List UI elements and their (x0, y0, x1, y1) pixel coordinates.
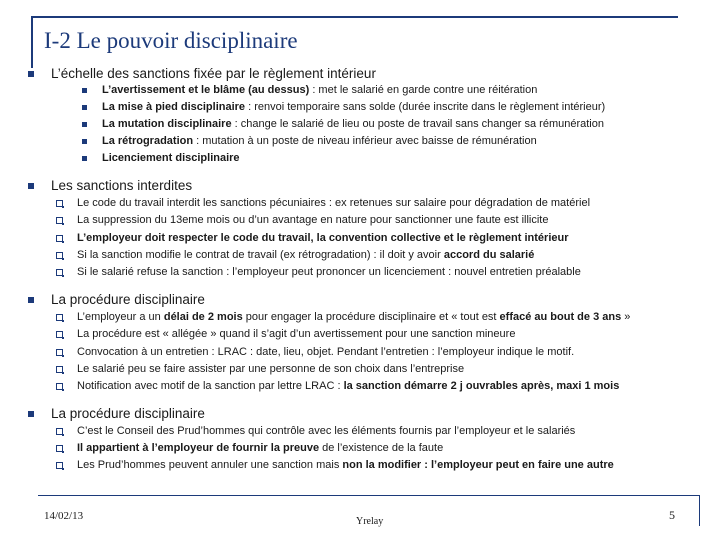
footer-date: 14/02/13 (44, 510, 84, 522)
hollow-square-bullet-icon (56, 252, 63, 259)
hollow-square-bullet-icon (56, 366, 63, 373)
page-number: 5 (669, 508, 675, 522)
section-heading-text: La procédure disciplinaire (51, 292, 205, 307)
hollow-square-bullet-icon (56, 217, 63, 224)
list-item-text: La suppression du 13eme mois ou d’un avantage en nature pour sanctionner une faute est illicite (77, 214, 549, 226)
small-square-bullet-icon (82, 156, 87, 161)
small-square-bullet-icon (82, 122, 87, 127)
square-bullet-icon (28, 297, 34, 303)
small-square-bullet-icon (82, 88, 87, 93)
list-item (56, 311, 630, 323)
footer-author: Yrelay (356, 516, 384, 527)
section-heading-interdites (28, 178, 192, 193)
list-item-text: La procédure est « allégée » quand il s’agit d’un avertissement pour une sanction mineure (77, 328, 516, 340)
list-item-text: La mise à pied disciplinaire : renvoi temporaire sans solde (durée inscrite dans le règlement intérieur) (102, 101, 606, 113)
list-item (82, 135, 537, 147)
list-item (82, 118, 604, 130)
list-item-text: Si le salarié refuse la sanction : l’employeur peut prononcer un licenciement : nouvel entretien préalable (77, 266, 581, 278)
hollow-square-bullet-icon (56, 200, 63, 207)
hollow-square-bullet-icon (56, 331, 63, 338)
square-bullet-icon (28, 411, 34, 417)
hollow-square-bullet-icon (56, 445, 63, 452)
list-item (82, 101, 605, 113)
list-item-text: Si la sanction modifie le contrat de travail (ex rétrogradation) : il doit y avoir accord du salarié (77, 249, 535, 261)
list-item-text: Notification avec motif de la sanction par lettre LRAC : la sanction démarre 2 j ouvrables après, maxi 1 mois (77, 380, 620, 392)
hollow-square-bullet-icon (56, 269, 63, 276)
small-square-bullet-icon (82, 139, 87, 144)
title-frame-top (31, 16, 678, 18)
section-heading-text: Les sanctions interdites (51, 178, 193, 193)
section-heading-echelle (28, 66, 376, 81)
list-item (56, 214, 548, 226)
list-item (56, 197, 590, 209)
list-item (56, 249, 534, 261)
slide-title: I-2 Le pouvoir disciplinaire (44, 28, 298, 53)
list-item-text: Le salarié peu se faire assister par une personne de son choix dans l’entreprise (77, 363, 465, 375)
small-square-bullet-icon (82, 105, 87, 110)
hollow-square-bullet-icon (56, 383, 63, 390)
section-heading-procedure-2 (28, 406, 205, 421)
list-item (56, 459, 614, 471)
list-item (82, 84, 537, 96)
section-heading-procedure (28, 292, 205, 307)
hollow-square-bullet-icon (56, 314, 63, 321)
list-item (56, 346, 574, 358)
hollow-square-bullet-icon (56, 235, 63, 242)
list-item-text: L’employeur doit respecter le code du travail, la convention collective et le règlement intérieur (77, 232, 569, 244)
square-bullet-icon (28, 71, 34, 77)
hollow-square-bullet-icon (56, 349, 63, 356)
section-heading-text: La procédure disciplinaire (51, 406, 205, 421)
list-item-text: La mutation disciplinaire : change le salarié de lieu ou poste de travail sans changer sa rémunération (102, 118, 604, 130)
list-item-text: Le code du travail interdit les sanctions pécuniaires : ex retenues sur salaire pour dégradation de matériel (77, 197, 591, 209)
list-item-text: Licenciement disciplinaire (102, 152, 240, 164)
list-item (56, 425, 575, 437)
list-item-text: Convocation à un entretien : LRAC : date, lieu, objet. Pendant l’entretien : l’employeur indique le motif. (77, 346, 575, 358)
hollow-square-bullet-icon (56, 428, 63, 435)
list-item-text: L’avertissement et le blâme (au dessus) : met le salarié en garde contre une réitération (102, 84, 538, 96)
list-item (56, 266, 581, 278)
list-item-text: Il appartient à l’employeur de fournir la preuve de l’existence de la faute (77, 442, 444, 454)
list-item (56, 380, 619, 392)
square-bullet-icon (28, 183, 34, 189)
list-item (56, 363, 464, 375)
list-item-text: Les Prud’hommes peuvent annuler une sanction mais non la modifier : l’employeur peut en faire une autre (77, 459, 614, 471)
title-frame-left (31, 16, 33, 68)
footer-frame-right (699, 496, 700, 526)
list-item (56, 328, 515, 340)
list-item (56, 442, 443, 454)
list-item-text: C’est le Conseil des Prud’hommes qui contrôle avec les éléments fournis par l’employeur et le salariés (77, 425, 576, 437)
footer-rule (38, 495, 700, 496)
list-item-text: La rétrogradation : mutation à un poste de niveau inférieur avec baisse de rémunération (102, 135, 537, 147)
section-heading-text: L’échelle des sanctions fixée par le règlement intérieur (51, 66, 376, 81)
list-item (56, 232, 569, 244)
hollow-square-bullet-icon (56, 462, 63, 469)
list-item (82, 152, 240, 164)
list-item-text: L’employeur a un délai de 2 mois pour engager la procédure disciplinaire et « tout est effacé au bout de 3 ans » (77, 311, 631, 323)
